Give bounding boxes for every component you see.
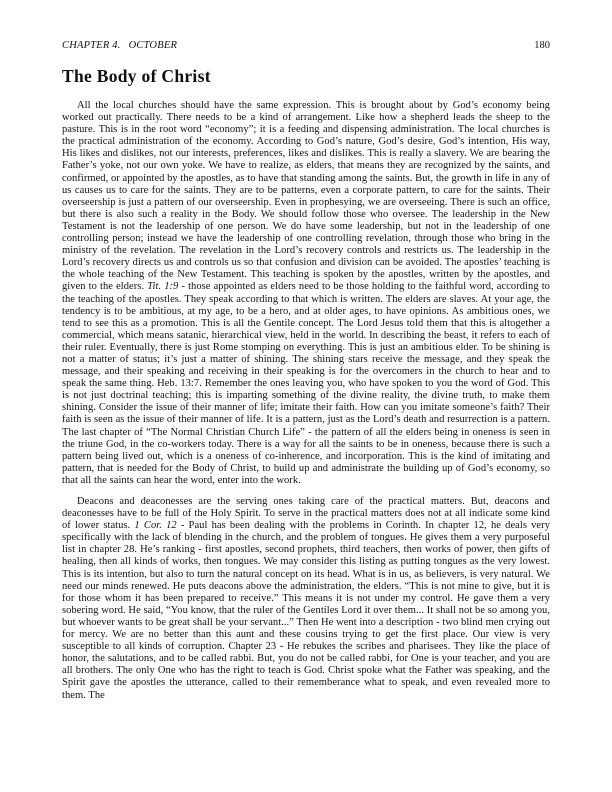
paragraph-2: Deacons and deaconesses are the serving ones taking care of the practical matters. But, deacons and deaconesses have to be full of the Holy Spirit. To serve in the practical matters does not at all indicate some kind of lower status. 1 Cor. 12 - Paul has been dealing with the problems in Corinth. In chapter 12, he deals very specifically with the lack of blending in the church, and the problem of tongues. He gives them a very purposeful list in chapter 28. He’s ranking - first apostles, second prophets, third teachers, then works of power, then gifts of healing, then all kinds of works, then tongues. We may consider this listing as putting tongues as the very lowest. This is its intention, but also to turn the natural concept on its head. What is in us, as believers, is very natural. We need our minds renewed. He puts deacons above the administration, the elders. “This is not mine to give, but it is for those whom it has been prepared to receive.” This means it is not under my control. He gave them a very sobering word. He said, “You know, that the ruler of the Gentiles Lord it over them... It shall not be so among you, but whoever wants to be great shall be your servant...” Then He went into a description - two blind men crying out for mercy. We are no better than this aunt and these cousins trying to get the first place. Our view is very susceptible to all kinds of corruption. Chapter 23 - He rebukes the scribes and pharisees. They like the place of honor, the salutations, and to be called rabbi. But, you do not be called rabbi, for One is your teacher, and you are all brothers. The only One who has the right to teach is God. Christ spoke what the Father was speaking, and the Spirit gave the apostles the utterance, called to their rememberance what to speak, and even revealed more to them. The: [62, 496, 550, 701]
chapter-title: OCTOBER: [128, 40, 178, 51]
page-number: 180: [534, 40, 550, 51]
body-text: [62, 100, 550, 702]
chapter-label: CHAPTER 4.: [62, 40, 121, 51]
paragraph-1: All the local churches should have the same expression. This is brought about by God’s economy being worked out practically. There needs to be a kind of arrangement. Like how a shepherd leads the sheep to the pasture. This is in the root word “economy”; it is a feeding and dispensing administration. The local churches is the practical administration of the economy. According to God’s nature, God’s desire, God’s intention, His way, His likes and dislikes, not our interests, preferences, likes and dislikes. This is really a slavery. We are bearing the Father’s yoke, not our own yoke. We have to realize, as elders, that means they are recognized by the saints, and confirmed, or appointed by the apostles, as to have that standing among the saints. But, the growth in life in any of us causes us to care for the saints. They are to be patterns, even a corporate pattern, to care for the saints. Their overseership is just a pattern of our overseership. Even in prophesying, we are overseeing. There is such an office, but there is also such a reality in the Body. We should follow those who oversee. The leadership in the New Testament is not the leadership of one person. We do have some leadership, but not in the leadership of one controlling person; instead we have the leadership of one controlling revelation, through those who bring in the ministry of the revelation. The revelation in the Lord’s recovery controls and restricts us. The leadership in the Lord’s recovery directs us and controls us so that confusion and division can be avoided. The apostles’ teaching is the whole teaching of the New Testament. This teaching is spoken by the apostles, written by the apostles, and given to the elders. Tit. 1:9 - those appointed as elders need to be those holding to the faithful word, according to the teaching of the apostles. They speak according to that which is written. The elders are slaves. At your age, the tendency is to be ambitious, at my age, to be a hero, and at older ages, to have opinions. As ambitious ones, we tend to see this as a promotion. This is all the Gentile concept. The Lord Jesus told them that this is altogether a commercial, which means satanic, hierarchical view, held in the world. In describing the beast, it refers to each of their ruler. Eventually, there is just Rome stomping on everything. This is just an ambitious elder. To be shining is not a matter of status; it’s just a matter of shining. The shining stars receive the message, and they speak the message, and their speaking and receiving in their speaking is for the overcomers in the church to hear and to speak the same thing. Heb. 13:7. Remember the ones leaving you, who have spoken to you the word of God. This is not just doctrinal teaching; this is imparting something of the divine reality, the divine truth, to make them shining. Consider the issue of their manner of life; imitate their faith. How can you imitate someone’s faith? Their faith is seen as the issue of their manner of life. It is a pattern, just as the Lord’s death and resurrection is a pattern. The last chapter of “The Normal Christian Church Life” - the pattern of all the elders being in oneness is seen in the triune God, in the co-workers today. There is a way for all the saints to be in oneness, because there is such a pattern being lived out, which is a oneness of co-inherence, and incorporation. This is the kind of imitating and pattern, that is needed for the Body of Christ, to build up and administrate the building up of God’s economy, so that all the saints can hear the word, enter into the work.: [62, 100, 550, 486]
page-header: [62, 40, 550, 52]
section-title: The Body of Christ: [62, 66, 211, 86]
running-head: [62, 40, 177, 52]
